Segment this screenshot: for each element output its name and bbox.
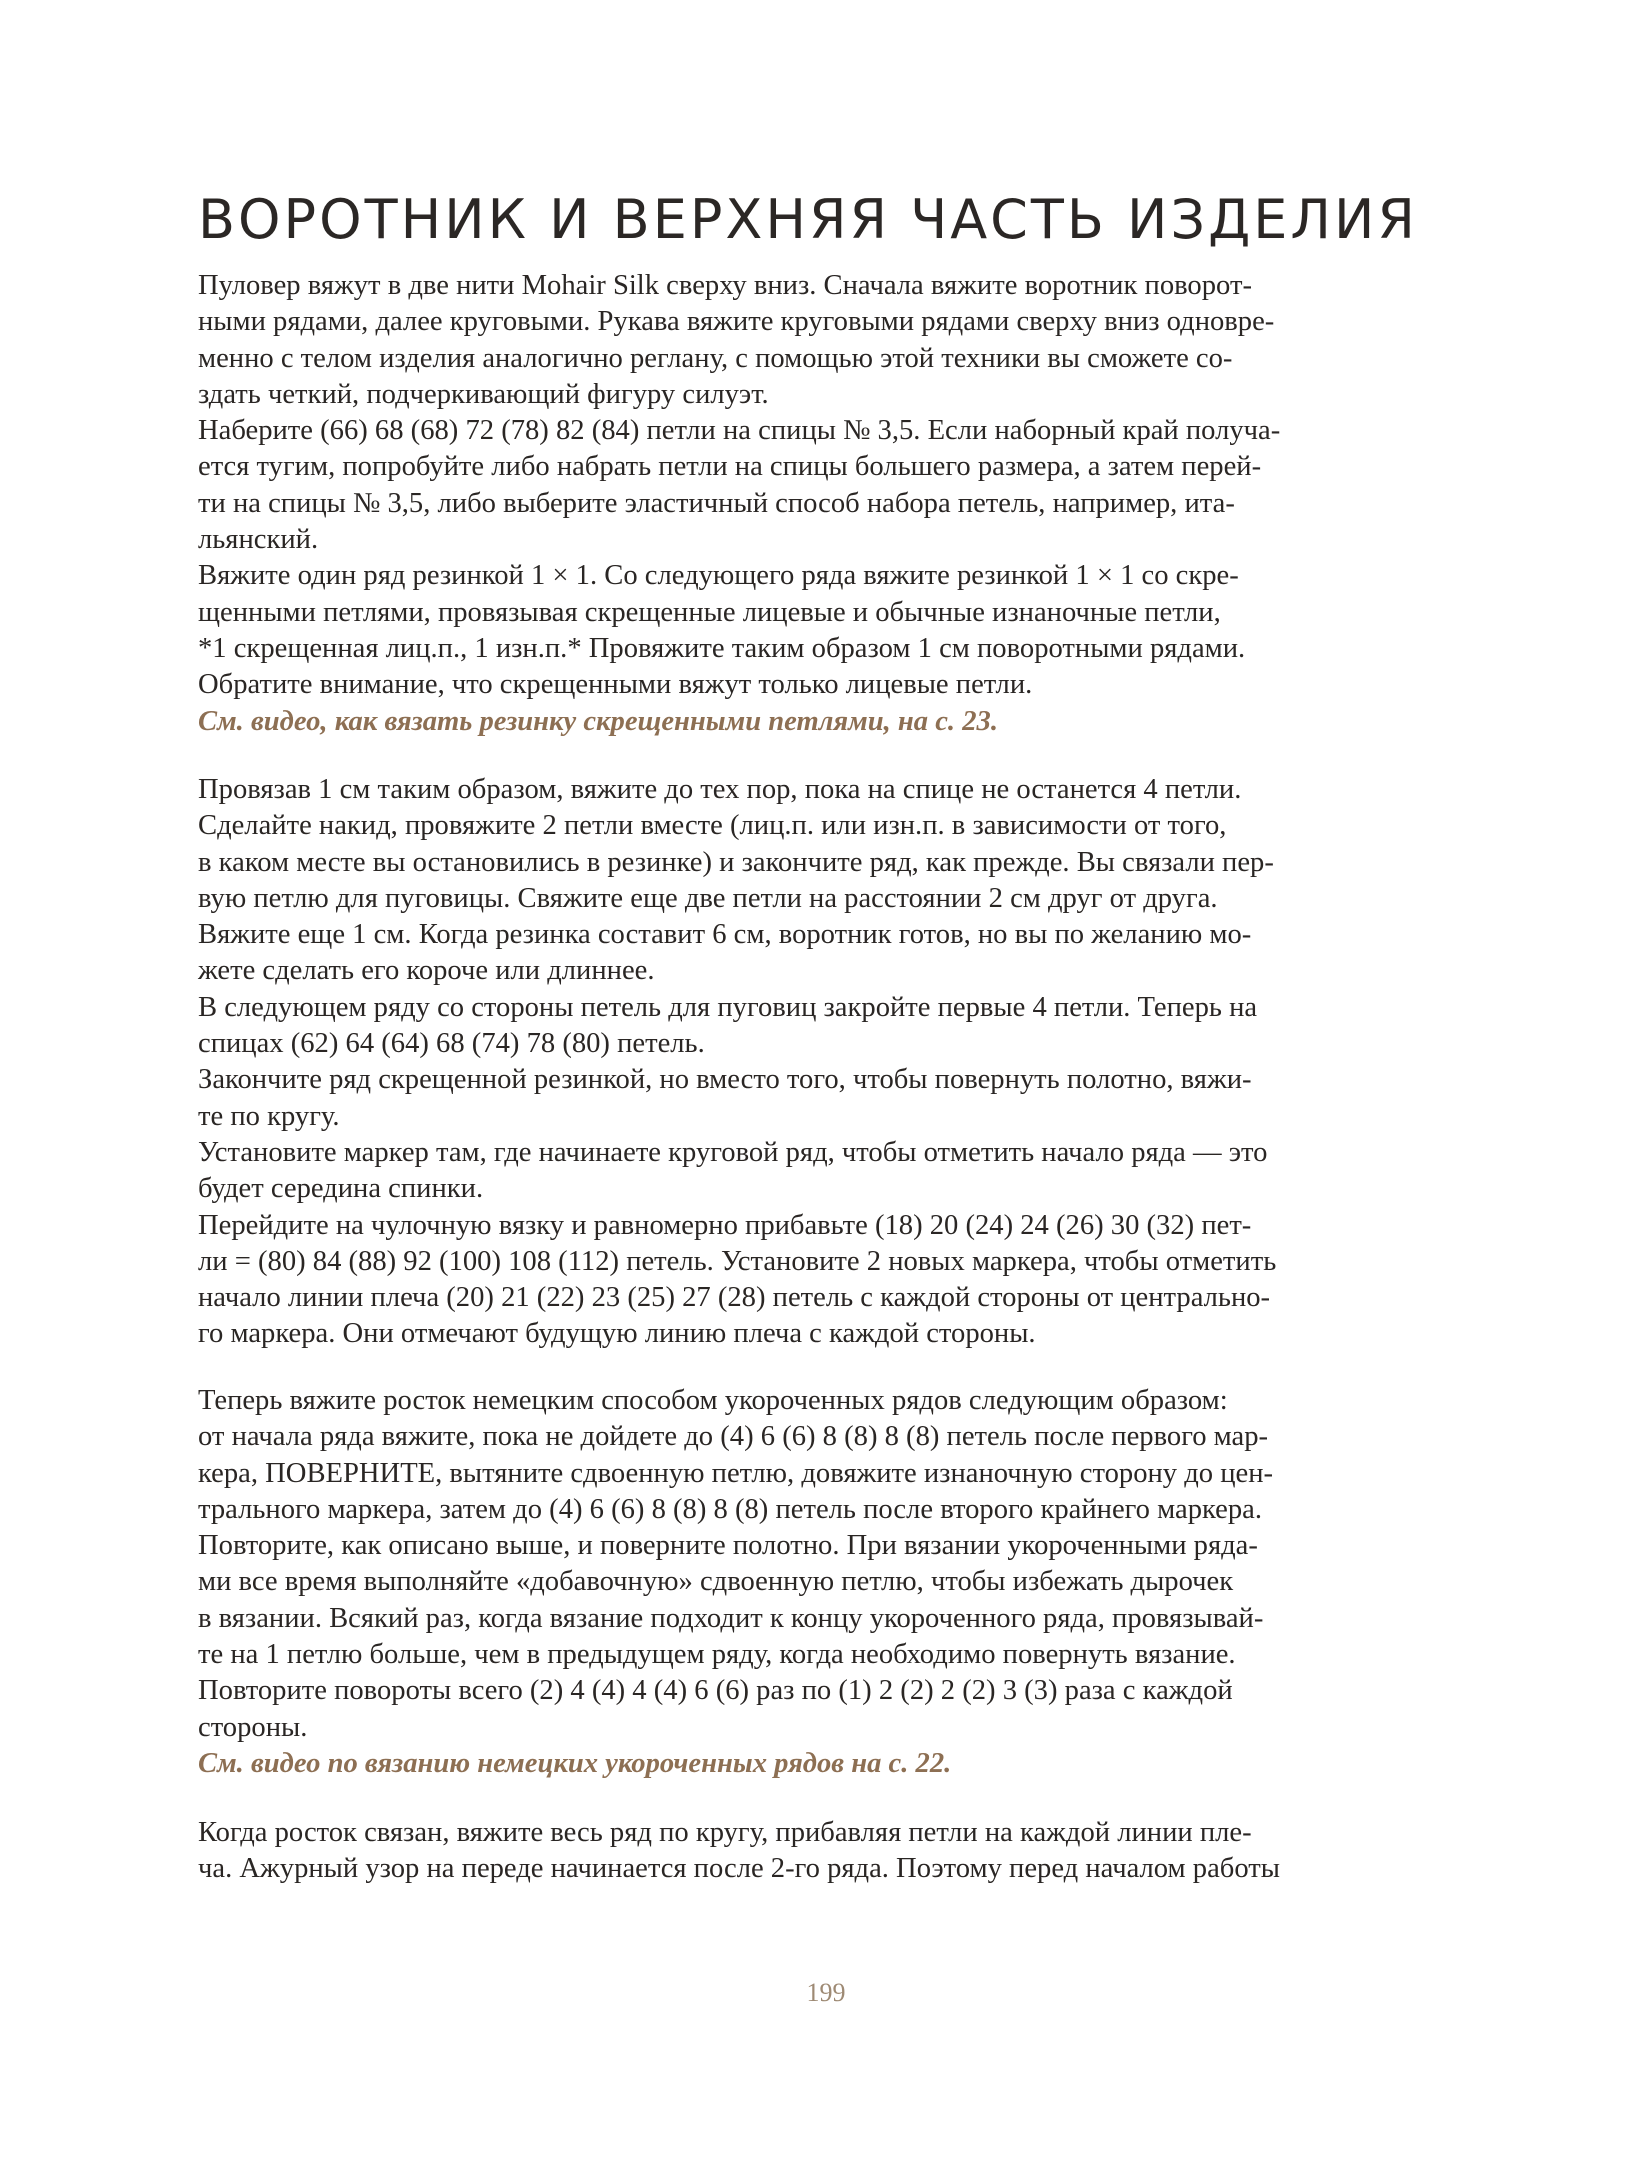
text-line: В следующем ряду со стороны петель для пуговиц закройте первые 4 петли. Теперь на xyxy=(198,991,1258,1023)
text-line: Теперь вяжите росток немецким способом укороченных рядов следующим образом: xyxy=(198,1385,1228,1416)
text-line: Установите маркер там, где начинаете круговой ряд, чтобы отметить начало ряда — это xyxy=(198,1136,1268,1168)
text-line: в вязании. Всякий раз, когда вязание подходит к концу укороченного ряда, провязывай- xyxy=(198,1602,1264,1634)
text-line: в каком месте вы остановились в резинке) и закончите ряд, как прежде. Вы связали пер- xyxy=(198,846,1274,878)
text-line: Обратите внимание, что скрещенными вяжут только лицевые петли. xyxy=(198,669,1033,701)
paragraph-intro xyxy=(198,268,1458,740)
text-line: ли = (80) 84 (88) 92 (100) 108 (112) петель. Установите 2 новых маркера, чтобы отметить xyxy=(198,1245,1277,1277)
text-line: ча. Ажурный узор на переде начинается после 2-го ряда. Поэтому перед началом работы xyxy=(198,1853,1280,1885)
text-line: Закончите ряд скрещенной резинкой, но вместо того, чтобы повернуть полотно, вяжи- xyxy=(198,1064,1252,1096)
text-line: го маркера. Они отмечают будущую линию плеча с каждой стороны. xyxy=(198,1318,1036,1350)
text-line: Перейдите на чулочную вязку и равномерно прибавьте (18) 20 (24) 24 (26) 30 (32) пет- xyxy=(198,1209,1252,1241)
text-line: здать четкий, подчеркивающий фигуру силуэт. xyxy=(198,378,769,410)
text-line: ными рядами, далее круговыми. Рукава вяжите круговыми рядами сверху вниз одновре- xyxy=(198,306,1275,338)
text-line: менно с телом изделия аналогично реглану, с помощью этой техники вы сможете со- xyxy=(198,342,1233,374)
text-line: стороны. xyxy=(198,1711,308,1743)
text-line: начало линии плеча (20) 21 (22) 23 (25) 27 (28) петель с каждой стороны от центрально- xyxy=(198,1282,1271,1314)
text-line: от начала ряда вяжите, пока не дойдете до (4) 6 (6) 8 (8) 8 (8) петель после первого мар- xyxy=(198,1421,1269,1453)
text-line: Повторите, как описано выше, и поверните полотно. При вязании укороченными ряда- xyxy=(198,1530,1258,1562)
paragraph-body xyxy=(198,1815,1458,1888)
text-line: жете сделать его короче или длиннее. xyxy=(198,955,655,987)
text-line: Наберите (66) 68 (68) 72 (78) 82 (84) петли на спицы № 3,5. Если наборный край получа- xyxy=(198,415,1281,447)
text-line: ми все время выполняйте «добавочную» сдвоенную петлю, чтобы избежать дырочек xyxy=(198,1566,1234,1598)
text-line: будет середина спинки. xyxy=(198,1173,484,1205)
text-line: щенными петлями, провязывая скрещенные лицевые и обычные изнаночные петли, xyxy=(198,596,1221,628)
text-line: Когда росток связан, вяжите весь ряд по кругу, прибавляя петли на каждой линии пле- xyxy=(198,1817,1252,1848)
text-line: Провязав 1 см таким образом, вяжите до тех пор, пока на спице не останется 4 петли. xyxy=(198,774,1242,805)
text-line: те на 1 петлю больше, чем в предыдущем ряду, когда необходимо повернуть вязание. xyxy=(198,1639,1236,1671)
text-line: Пуловер вяжут в две нити Mohair Silk сверху вниз. Сначала вяжите воротник поворот- xyxy=(198,270,1252,301)
text-line: *1 скрещенная лиц.п., 1 изн.п.* Провяжите таким образом 1 см поворотными рядами. xyxy=(198,632,1246,664)
text-line: Вяжите один ряд резинкой 1 × 1. Со следующего ряда вяжите резинкой 1 × 1 со скре- xyxy=(198,560,1239,592)
text-line: спицах (62) 64 (64) 68 (74) 78 (80) петель. xyxy=(198,1028,705,1060)
text-line: ется тугим, попробуйте либо набрать петли на спицы большего размера, а затем перей- xyxy=(198,451,1262,483)
paragraph-short-rows xyxy=(198,1383,1458,1782)
video-reference-twisted-rib: См. видео, как вязать резинку скрещенными петлями, на с. 23. xyxy=(198,705,998,737)
text-line: Сделайте накид, провяжите 2 петли вместе (лиц.п. или изн.п. в зависимости от того, xyxy=(198,810,1227,842)
video-reference-short-rows: См. видео по вязанию немецких укороченных рядов на с. 22. xyxy=(198,1747,952,1779)
section-title: ВОРОТНИК И ВЕРХНЯЯ ЧАСТЬ ИЗДЕЛИЯ xyxy=(198,188,1418,251)
text-line: вую петлю для пуговицы. Свяжите еще две петли на расстоянии 2 см друг от друга. xyxy=(198,882,1218,914)
text-line: льянский. xyxy=(198,524,319,556)
page-number: 199 xyxy=(806,1978,846,2007)
text-line: Вяжите еще 1 см. Когда резинка составит 6 см, воротник готов, но вы по желанию мо- xyxy=(198,919,1252,951)
text-line: трального маркера, затем до (4) 6 (6) 8 (8) 8 (8) петель после второго крайнего маркера. xyxy=(198,1493,1262,1525)
text-line: Повторите повороты всего (2) 4 (4) 4 (4) 6 (6) раз по (1) 2 (2) 2 (2) 3 (3) раза с каждой xyxy=(198,1675,1233,1707)
text-line: кера, ПОВЕРНИТЕ, вытяните сдвоенную петлю, довяжите изнаночную сторону до цен- xyxy=(198,1457,1274,1489)
paragraph-collar xyxy=(198,772,1458,1353)
text-line: те по кругу. xyxy=(198,1100,340,1132)
text-line: ти на спицы № 3,5, либо выберите эластичный способ набора петель, например, ита- xyxy=(198,487,1235,519)
